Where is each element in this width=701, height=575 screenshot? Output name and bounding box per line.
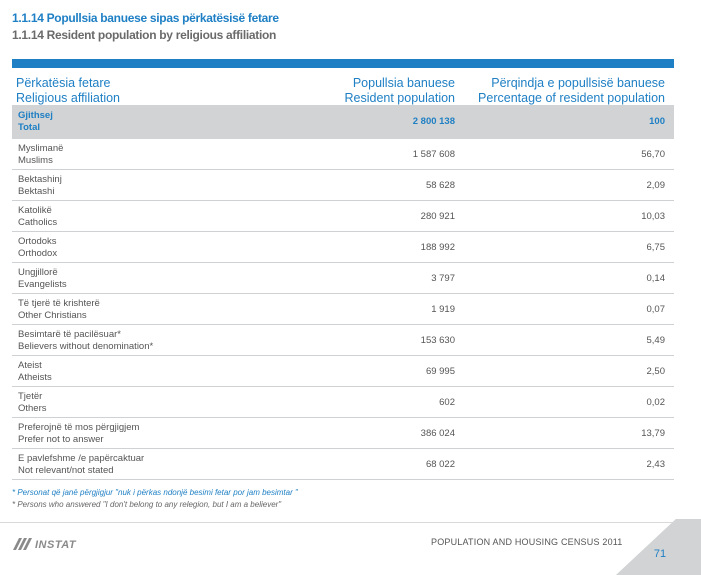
row-population: 153 630 xyxy=(420,335,455,346)
table-row xyxy=(12,325,674,356)
header-rule xyxy=(12,59,674,68)
row-label-albanian: Ungjillorë xyxy=(18,267,58,278)
table-row xyxy=(12,294,674,325)
header-percentage: Përqindja e popullsisë banuese Percentage of resident population xyxy=(478,76,665,105)
header-affiliation: Përkatësia fetare Religious affiliation xyxy=(16,76,120,105)
row-label xyxy=(18,236,57,260)
row-percentage: 5,49 xyxy=(646,335,665,346)
row-label-english: Other Christians xyxy=(18,310,87,321)
row-label-albanian: Ateist xyxy=(18,360,42,371)
row-label-english: Orthodox xyxy=(18,248,58,259)
table-row xyxy=(12,201,674,232)
row-label xyxy=(18,143,63,167)
row-percentage: 0,02 xyxy=(646,397,665,408)
row-percentage: 6,75 xyxy=(646,242,665,253)
title-albanian: 1.1.14 Popullsia banuese sipas përkatësisë fetare xyxy=(12,11,279,25)
row-label xyxy=(18,298,100,322)
total-percentage: 100 xyxy=(649,116,665,127)
row-label-albanian: Ortodoks xyxy=(18,236,57,247)
row-label-english: Believers without denomination* xyxy=(18,341,154,352)
row-label-albanian: Tjetër xyxy=(18,391,43,402)
row-percentage: 0,14 xyxy=(646,273,665,284)
row-label-english: Not relevant/not stated xyxy=(18,465,114,476)
row-label-english: Bektashi xyxy=(18,186,55,197)
total-label: Gjithsej Total xyxy=(18,110,53,133)
row-population: 188 992 xyxy=(420,242,455,253)
publication-title: POPULATION AND HOUSING CENSUS 2011 xyxy=(431,537,623,547)
religion-table xyxy=(12,59,674,480)
row-label-albanian: Bektashinj xyxy=(18,174,62,185)
table-row xyxy=(12,232,674,263)
row-label-albanian: Preferojnë të mos përgjigjem xyxy=(18,422,140,433)
row-percentage: 0,07 xyxy=(646,304,665,315)
title-english: 1.1.14 Resident population by religious affiliation xyxy=(12,28,277,42)
row-label-albanian: E pavlefshme /e papërcaktuar xyxy=(18,453,145,464)
row-percentage: 56,70 xyxy=(641,149,665,160)
row-label-albanian: Besimtarë të pacilësuar* xyxy=(18,329,121,340)
row-population: 386 024 xyxy=(420,428,455,439)
table-row xyxy=(12,170,674,201)
row-label xyxy=(18,267,67,291)
row-label xyxy=(18,391,47,415)
row-population: 602 xyxy=(439,397,455,408)
row-population: 69 995 xyxy=(425,366,455,377)
footnote-english: * Persons who answered "I don't belong to any relegion, but I am a believer" xyxy=(12,500,282,509)
row-population: 3 797 xyxy=(431,273,455,284)
row-label-english: Muslims xyxy=(18,155,53,166)
page-corner-shape xyxy=(616,519,701,575)
row-label xyxy=(18,329,153,353)
table-row xyxy=(12,356,674,387)
footer-divider xyxy=(0,522,701,523)
row-label xyxy=(18,422,139,446)
row-percentage: 13,79 xyxy=(641,428,665,439)
row-label xyxy=(18,453,144,477)
row-population: 1 919 xyxy=(431,304,455,315)
table-row xyxy=(12,418,674,449)
row-population: 1 587 608 xyxy=(412,149,455,160)
row-label-english: Catholics xyxy=(18,217,58,228)
row-population: 68 022 xyxy=(425,459,455,470)
row-label-albanian: Të tjerë të krishterë xyxy=(18,298,100,309)
row-percentage: 2,09 xyxy=(646,180,665,191)
table-row xyxy=(12,139,674,170)
instat-logo-icon xyxy=(13,538,33,550)
row-population: 58 628 xyxy=(425,180,455,191)
row-percentage: 10,03 xyxy=(641,211,665,222)
table-row xyxy=(12,263,674,294)
instat-logo xyxy=(13,538,76,551)
header-population: Popullsia banuese Resident population xyxy=(344,76,455,105)
page-number: 71 xyxy=(653,548,667,560)
table-row xyxy=(12,387,674,418)
row-label-english: Others xyxy=(18,403,47,414)
row-population: 280 921 xyxy=(420,211,455,222)
total-row xyxy=(12,105,674,139)
row-label xyxy=(18,205,57,229)
row-percentage: 2,43 xyxy=(646,459,665,470)
row-label xyxy=(18,360,52,384)
row-percentage: 2,50 xyxy=(646,366,665,377)
row-label-albanian: Katolikë xyxy=(18,205,52,216)
row-label-english: Atheists xyxy=(18,372,52,383)
footnote-albanian: * Personat që janë përgjigjur "nuk i përkas ndonjë besimi fetar por jam besimtar " xyxy=(12,488,298,497)
logo-text: INSTAT xyxy=(35,539,77,551)
table-body xyxy=(12,139,674,480)
row-label-english: Evangelists xyxy=(18,279,67,290)
table-row xyxy=(12,449,674,480)
row-label-albanian: Myslimanë xyxy=(18,143,64,154)
table-header xyxy=(12,68,674,105)
row-label xyxy=(18,174,62,198)
total-population: 2 800 138 xyxy=(412,116,455,127)
row-label-english: Prefer not to answer xyxy=(18,434,104,445)
